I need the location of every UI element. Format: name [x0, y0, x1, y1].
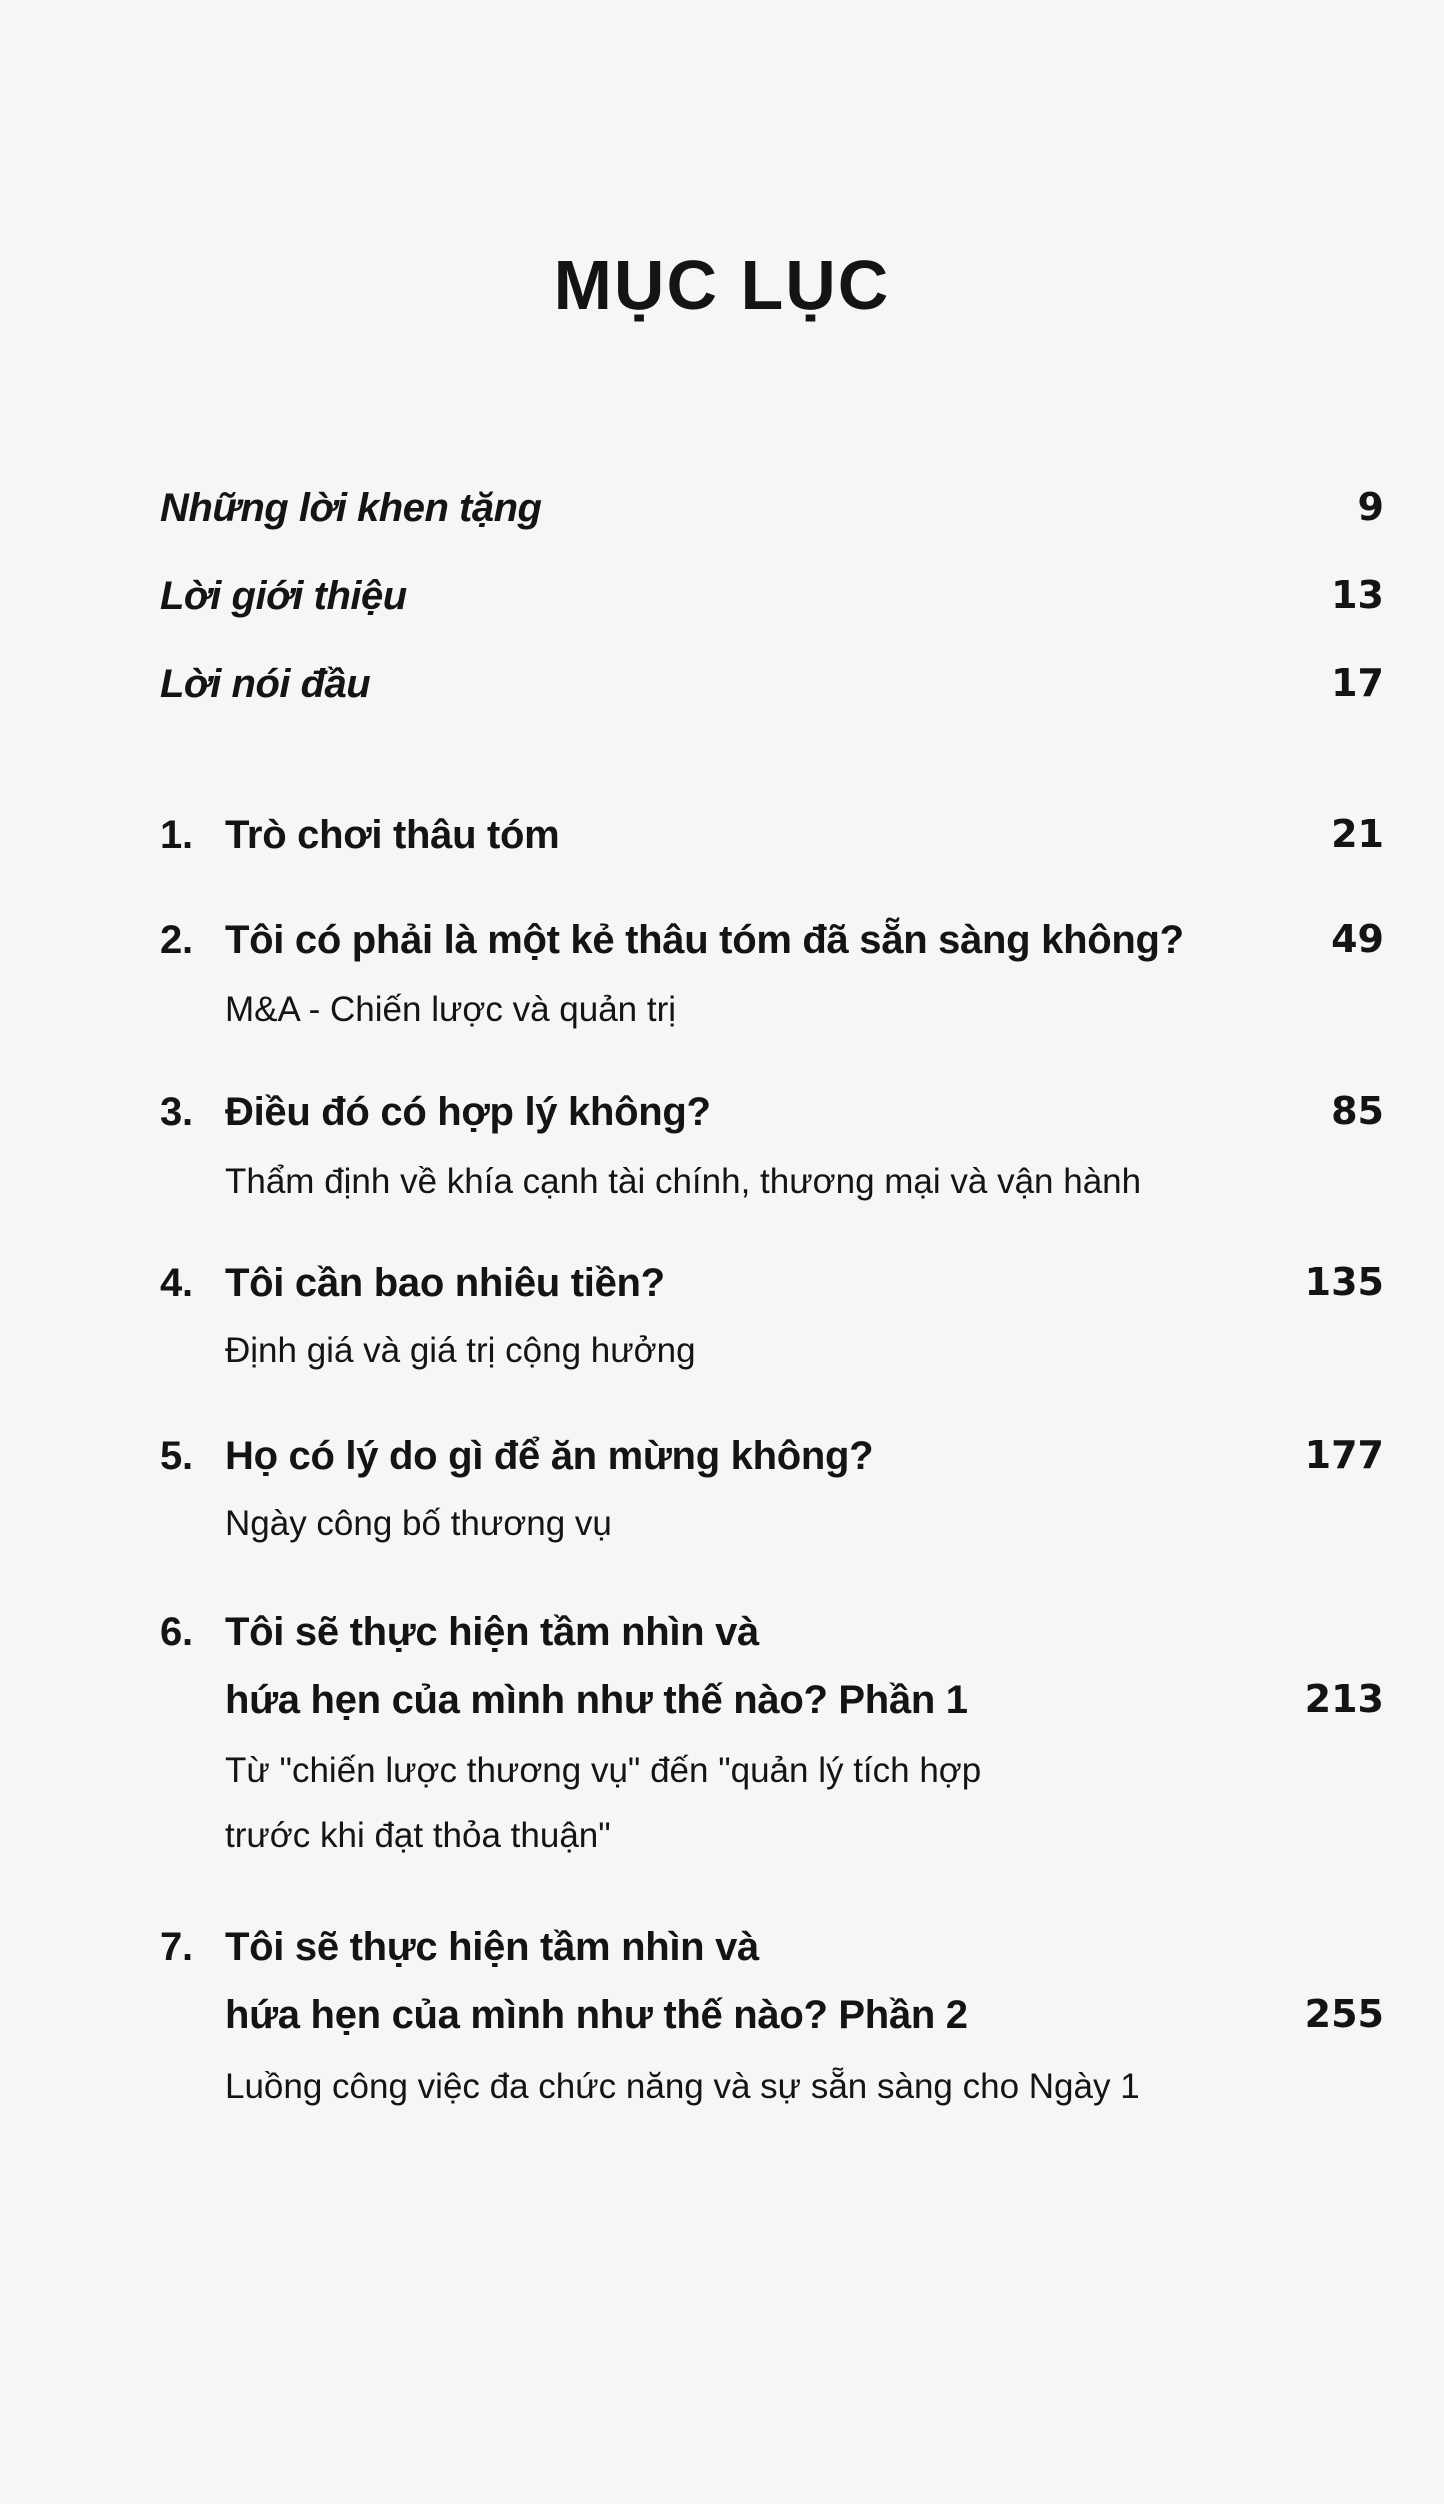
chapter-title: hứa hẹn của mình như thế nào? Phần 2	[225, 1993, 968, 2037]
toc-page-number: 213	[1304, 1677, 1384, 1721]
chapter-subtitle: Định giá và giá trị cộng hưởng	[225, 1331, 696, 1370]
toc-page-number: 255	[1304, 1992, 1384, 2036]
toc-front-label: Lời nói đầu	[160, 662, 371, 706]
toc-page-number: 17	[1331, 661, 1384, 705]
toc-front-label: Lời giới thiệu	[160, 574, 407, 618]
toc-page-number: 49	[1331, 917, 1384, 961]
chapter-number: 4.	[160, 1261, 193, 1305]
chapter-subtitle: trước khi đạt thỏa thuận"	[225, 1816, 611, 1855]
page-title: MỤC LỤC	[553, 246, 891, 324]
toc-page-number: 21	[1331, 812, 1384, 856]
chapter-subtitle: Luồng công việc đa chức năng và sự sẵn sàng cho Ngày 1	[225, 2067, 1140, 2106]
toc-page-number: 85	[1331, 1089, 1384, 1133]
chapter-title: Trò chơi thâu tóm	[225, 813, 560, 857]
chapter-number: 7.	[160, 1925, 193, 1969]
chapter-title: Tôi sẽ thực hiện tầm nhìn và	[225, 1610, 759, 1654]
chapter-number: 3.	[160, 1090, 193, 1134]
chapter-title: hứa hẹn của mình như thế nào? Phần 1	[225, 1678, 968, 1722]
chapter-number: 5.	[160, 1434, 193, 1478]
chapter-title: Tôi có phải là một kẻ thâu tóm đã sẵn sàng không?	[225, 918, 1184, 962]
toc-page-number: 13	[1331, 573, 1384, 617]
toc-page-number: 9	[1357, 485, 1384, 529]
chapter-subtitle: Thẩm định về khía cạnh tài chính, thương mại và vận hành	[225, 1162, 1142, 1201]
toc-front-label: Những lời khen tặng	[160, 486, 542, 530]
chapter-title: Họ có lý do gì để ăn mừng không?	[225, 1434, 874, 1478]
chapter-subtitle: Từ "chiến lược thương vụ" đến "quản lý tích hợp	[225, 1751, 982, 1790]
chapter-number: 6.	[160, 1610, 193, 1654]
chapter-number: 2.	[160, 918, 193, 962]
chapter-subtitle: M&A - Chiến lược và quản trị	[225, 990, 677, 1029]
chapter-number: 1.	[160, 813, 193, 857]
chapter-subtitle: Ngày công bố thương vụ	[225, 1504, 612, 1543]
chapter-title: Tôi sẽ thực hiện tầm nhìn và	[225, 1925, 759, 1969]
chapter-title: Tôi cần bao nhiêu tiền?	[225, 1261, 665, 1305]
chapter-title: Điều đó có hợp lý không?	[225, 1090, 711, 1134]
toc-page-number: 135	[1304, 1260, 1384, 1304]
toc-page-number: 177	[1304, 1433, 1384, 1477]
